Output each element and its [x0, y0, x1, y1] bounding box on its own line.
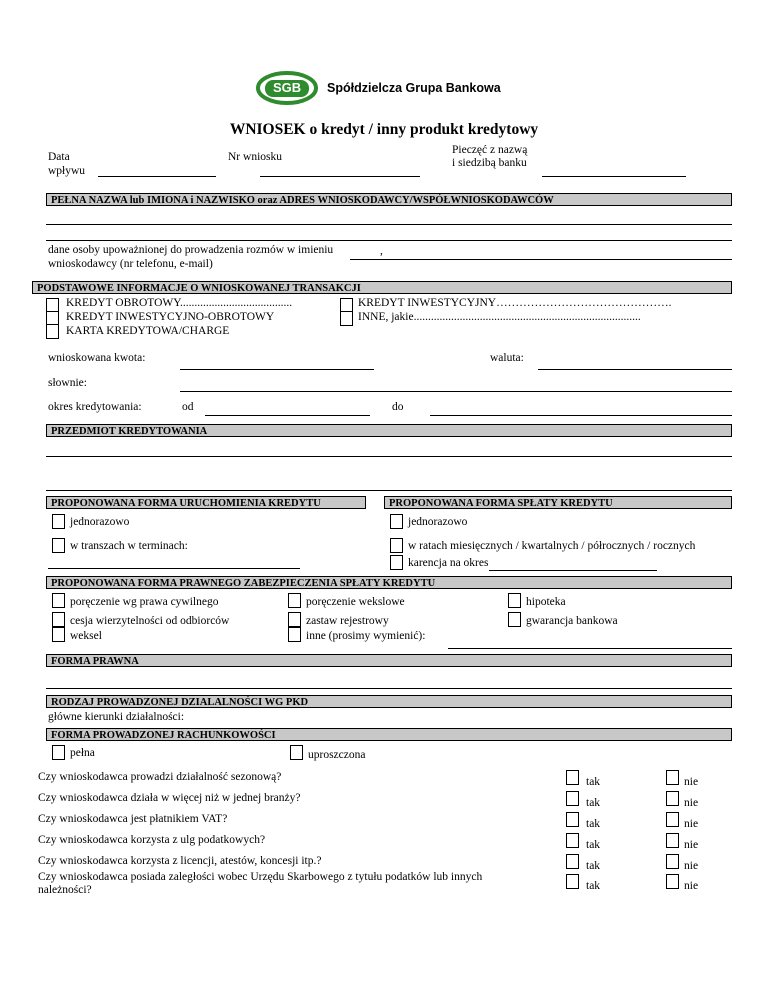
applicant-section-bar: PEŁNA NAZWA lub IMIONA i NAZWISKO oraz ADRES WNIOSKODAWCY/WSPÓŁWNIOSKODAWCÓW — [46, 193, 732, 206]
q6-tak-checkbox[interactable] — [566, 874, 579, 889]
kredyt-inw-obr-label: KREDYT INWESTYCYJNO-OBROTOWY — [66, 311, 275, 323]
contact-label: dane osoby upoważnionej do prowadzenia rozmów w imieniu wnioskodawcy (nr telefonu, e-mail) — [48, 244, 334, 270]
q6-nie-checkbox[interactable] — [666, 874, 679, 889]
slownie-label: słownie: — [48, 377, 87, 389]
inne-zabezpieczenie-label: inne (prosimy wymienić): — [306, 630, 426, 642]
subject-section-bar: PRZEDMIOT KREDYTOWANIA — [46, 424, 732, 437]
pelna-checkbox[interactable] — [52, 745, 65, 760]
karta-kredytowa-label: KARTA KREDYTOWA/CHARGE — [66, 325, 230, 337]
legal-form-field[interactable] — [46, 688, 732, 689]
contact-comma: , — [380, 245, 383, 257]
splata-raty-label: w ratach miesięcznych / kwartalnych / półrocznych / rocznych — [408, 540, 696, 552]
q2-tak-checkbox[interactable] — [566, 791, 579, 806]
do-label: do — [392, 401, 404, 413]
question-2: Czy wnioskodawca działa w więcej niż w jednej branży? — [38, 792, 301, 804]
weksel-checkbox[interactable] — [52, 627, 65, 642]
waluta-field[interactable] — [538, 369, 732, 370]
question-6: Czy wnioskodawca posiada zaległości wobec Urzędu Skarbowego z tytułu podatków lub innych należności? — [38, 871, 483, 896]
q4-tak-checkbox[interactable] — [566, 833, 579, 848]
karencja-field[interactable] — [489, 570, 657, 571]
zastaw-checkbox[interactable] — [288, 612, 301, 627]
pelna-label: pełna — [70, 747, 95, 759]
uproszczona-label: uproszczona — [308, 749, 366, 761]
q6-tak-label: tak — [586, 880, 601, 892]
subject-field[interactable] — [46, 456, 732, 457]
hipoteka-checkbox[interactable] — [508, 593, 521, 608]
page-title: WNIOSEK o kredyt / inny produkt kredytowy — [229, 121, 539, 138]
q3-tak-label: tak — [586, 818, 601, 830]
data-wplywu-label: Data wpływu — [48, 151, 86, 177]
q6-nie-label: nie — [684, 880, 699, 892]
q2-nie-checkbox[interactable] — [666, 791, 679, 806]
q1-nie-label: nie — [684, 776, 699, 788]
applicant-field-1[interactable] — [46, 224, 732, 225]
question-5: Czy wnioskodawca korzysta z licencji, atestów, koncesji itp.? — [38, 855, 322, 867]
collateral-section-bar: PROPONOWANA FORMA PRAWNEGO ZABEZPIECZENIA SPŁATY KREDYTU — [46, 576, 732, 589]
uproszczona-checkbox[interactable] — [290, 745, 303, 760]
q4-tak-label: tak — [586, 839, 601, 851]
logo-badge: SGB — [273, 80, 302, 95]
repayment-section-bar: PROPONOWANA FORMA SPŁATY KREDYTU — [384, 496, 732, 509]
data-wplywu-field[interactable] — [98, 176, 216, 177]
q1-tak-checkbox[interactable] — [566, 770, 579, 785]
q1-tak-label: tak — [586, 776, 601, 788]
kredyt-obrotowy-label: KREDYT OBROTOWY....................................... — [66, 297, 293, 309]
inne-zabezpieczenie-field[interactable] — [448, 648, 732, 649]
kwota-field[interactable] — [180, 369, 374, 370]
gwarancja-checkbox[interactable] — [508, 612, 521, 627]
inne-label: INNE, jakie............................................................................... — [358, 311, 641, 323]
karencja-checkbox[interactable] — [390, 555, 403, 570]
poreczenie-wekslowe-checkbox[interactable] — [288, 593, 301, 608]
od-label: od — [182, 401, 194, 413]
logo — [255, 70, 525, 110]
uruchomienie-transze-checkbox[interactable] — [52, 538, 65, 553]
q5-tak-label: tak — [586, 860, 601, 872]
nr-wniosku-field[interactable] — [260, 176, 420, 177]
poreczenie-cywilne-checkbox[interactable] — [52, 593, 65, 608]
uruchomienie-jednorazowo-checkbox[interactable] — [52, 514, 65, 529]
q3-nie-label: nie — [684, 818, 699, 830]
q4-nie-checkbox[interactable] — [666, 833, 679, 848]
q2-nie-label: nie — [684, 797, 699, 809]
disbursement-section-bar: PROPONOWANA FORMA URUCHOMIENIA KREDYTU — [46, 496, 366, 509]
contact-field[interactable] — [350, 259, 732, 260]
cesja-label: cesja wierzytelności od odbiorców — [70, 615, 230, 627]
nr-wniosku-label: Nr wniosku — [228, 151, 282, 163]
poreczenie-cywilne-label: poręczenie wg prawa cywilnego — [70, 596, 219, 608]
waluta-label: waluta: — [490, 352, 524, 364]
hipoteka-label: hipoteka — [526, 596, 566, 608]
od-field[interactable] — [205, 415, 370, 416]
do-field[interactable] — [430, 415, 732, 416]
q4-nie-label: nie — [684, 839, 699, 851]
okres-label: okres kredytowania: — [48, 401, 142, 413]
uruchomienie-jednorazowo-label: jednorazowo — [70, 516, 130, 528]
splata-raty-checkbox[interactable] — [390, 538, 403, 553]
pieczec-field[interactable] — [542, 176, 686, 177]
question-1: Czy wnioskodawca prowadzi działalność sezonową? — [38, 771, 282, 783]
karta-kredytowa-checkbox[interactable] — [46, 324, 59, 339]
weksel-label: weksel — [70, 630, 102, 642]
pkd-section-bar: RODZAJ PROWADZONEJ DZIALALNOŚCI WG PKD — [46, 695, 732, 708]
q3-tak-checkbox[interactable] — [566, 812, 579, 827]
zastaw-label: zastaw rejestrowy — [306, 615, 389, 627]
uruchomienie-transze-label: w transzach w terminach: — [70, 540, 188, 552]
splata-jednorazowo-label: jednorazowo — [408, 516, 468, 528]
transze-terminy-field[interactable] — [48, 568, 300, 569]
question-4: Czy wnioskodawca korzysta z ulg podatkowych? — [38, 834, 266, 846]
poreczenie-wekslowe-label: poręczenie wekslowe — [306, 596, 405, 608]
kwota-label: wnioskowana kwota: — [48, 352, 146, 364]
q1-nie-checkbox[interactable] — [666, 770, 679, 785]
karencja-label: karencja na okres — [408, 557, 489, 569]
subject-field-2[interactable] — [46, 490, 732, 491]
pkd-label: główne kierunki działalności: — [48, 711, 185, 723]
gwarancja-label: gwarancja bankowa — [526, 615, 618, 627]
applicant-field-2[interactable] — [46, 240, 732, 241]
inne-checkbox[interactable] — [340, 311, 353, 326]
slownie-field[interactable] — [180, 391, 732, 392]
splata-jednorazowo-checkbox[interactable] — [390, 514, 403, 529]
question-3: Czy wnioskodawca jest płatnikiem VAT? — [38, 813, 228, 825]
transaction-section-bar: PODSTAWOWE INFORMACJE O WNIOSKOWANEJ TRANSAKCJI — [32, 281, 732, 294]
logo-name: Spółdzielcza Grupa Bankowa — [327, 81, 501, 95]
q5-tak-checkbox[interactable] — [566, 854, 579, 869]
q5-nie-label: nie — [684, 860, 699, 872]
cesja-checkbox[interactable] — [52, 612, 65, 627]
kredyt-inwestycyjny-label: KREDYT INWESTYCYJNY………………………………………. — [358, 297, 672, 309]
inne-zabezpieczenie-checkbox[interactable] — [288, 627, 301, 642]
pieczec-label: Pieczęć z nazwą i siedzibą banku — [452, 144, 528, 169]
q5-nie-checkbox[interactable] — [666, 854, 679, 869]
q3-nie-checkbox[interactable] — [666, 812, 679, 827]
q2-tak-label: tak — [586, 797, 601, 809]
legal-form-section-bar: FORMA PRAWNA — [46, 654, 732, 667]
accounting-section-bar: FORMA PROWADZONEJ RACHUNKOWOŚCI — [46, 728, 732, 741]
